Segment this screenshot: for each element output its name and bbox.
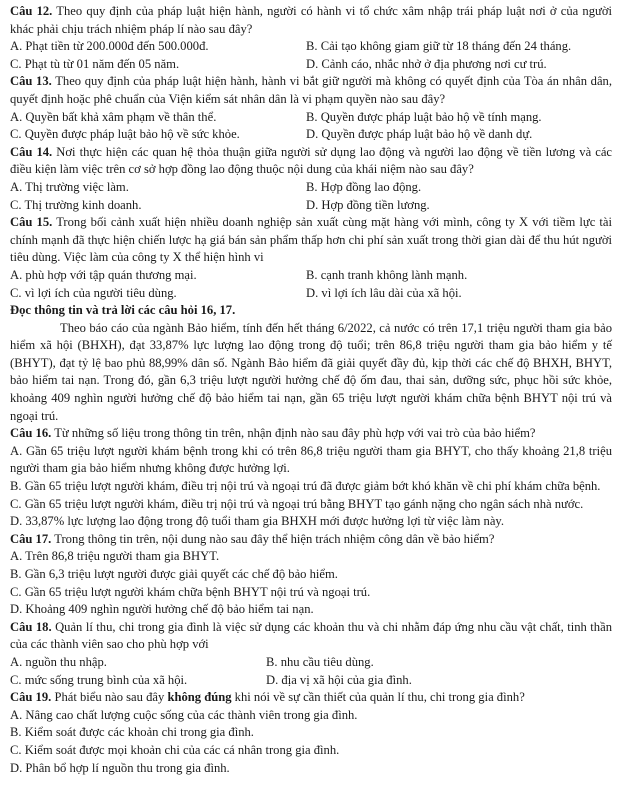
option-a: A. Nâng cao chất lượng cuộc sống của các thành viên trong gia đình. (10, 707, 358, 722)
option-c: C. Thị trường kinh doanh. (10, 197, 142, 212)
question-number: Câu 18. (10, 619, 52, 634)
options (10, 38, 612, 73)
option-d: D. Hợp đồng tiền lương. (306, 197, 430, 212)
option-d: D. Cảnh cáo, nhắc nhở ở địa phương nơi cư trú. (306, 56, 547, 71)
option-b: B. nhu cầu tiêu dùng. (266, 654, 374, 669)
option-c: C. Gần 65 triệu lượt người khám chữa bệnh BHYT nội trú và ngoại trú. (10, 584, 371, 599)
option-c: C. Quyền được pháp luật bảo hộ về sức khỏe. (10, 127, 240, 142)
question-text: Từ những số liệu trong thông tin trên, nhận định nào sau đây phù hợp với vai trò của bảo hiểm? (54, 426, 536, 441)
option-a: A. Gần 65 triệu lượt người khám bệnh trong khi có trên 86,8 triệu người tham gia BHYT, cho thấy khoảng 21,8 triệu người tham gia bảo hiểm nhưng không được hưởng lợi. (10, 443, 612, 476)
option-b: B. Cải tạo không giam giữ từ 18 tháng đến 24 tháng. (306, 39, 572, 54)
question-emphasis: không đúng (167, 690, 232, 705)
option-d: D. Phân bổ hợp lí nguồn thu trong gia đình. (10, 760, 230, 775)
options (10, 707, 612, 777)
option-a: A. Phạt tiền từ 200.000đ đến 500.000đ. (10, 39, 209, 54)
option-d: D. Khoảng 409 nghìn người hưởng chế độ bảo hiểm tai nạn. (10, 602, 314, 617)
option-c: C. Gần 65 triệu lượt người khám, điều trị nội trú và ngoại trú bằng BHYT tạo gánh nặng cho ngân sách nhà nước. (10, 496, 584, 511)
question-17 (10, 531, 612, 619)
question-text: Nơi thực hiện các quan hệ thỏa thuận giữa người sử dụng lao động và người lao động về tiền lương và các điều kiện làm việc trên cơ sở hợp đồng lao động thuộc nội dung của khái niệm nào sau đây? (10, 144, 613, 177)
question-16-stem (10, 425, 612, 443)
option-d: D. 33,87% lực lượng lao động trong độ tuổi tham gia BHXH mới được hưởng lợi từ việc làm này. (10, 514, 505, 529)
question-12-stem (10, 3, 612, 38)
options (10, 548, 612, 618)
question-15-stem (10, 214, 612, 267)
question-17-stem (10, 531, 612, 549)
options (10, 179, 612, 214)
question-number: Câu 12. (10, 4, 53, 18)
question-13 (10, 73, 612, 143)
question-18-stem (10, 619, 612, 654)
option-b: B. Gần 6,3 triệu lượt người được giải quyết các chế độ bảo hiểm. (10, 567, 338, 581)
question-number: Câu 15. (10, 215, 53, 230)
option-d: D. địa vị xã hội của gia đình. (266, 672, 412, 687)
question-text: Theo quy định của pháp luật hiện hành, người có hành vi tổ chức xâm nhập trái pháp luật nơi ở của người khác phải chịu trách nhiệm pháp lí nào sau đây? (10, 4, 612, 36)
option-b: B. Gần 65 triệu lượt người khám, điều trị nội trú và ngoại trú đã được giảm bớt khó khăn về chi phí khám chữa bệnh. (10, 479, 601, 494)
question-12 (10, 3, 612, 73)
option-b: B. Kiểm soát được các khoản chi trong gia đình. (10, 725, 254, 740)
question-14 (10, 144, 612, 214)
question-18 (10, 619, 612, 689)
option-a: A. Thị trường việc làm. (10, 179, 129, 194)
question-number: Câu 17. (10, 531, 52, 546)
options (10, 654, 612, 689)
question-14-stem (10, 144, 612, 179)
question-number: Câu 16. (10, 426, 52, 441)
question-text: Trong bối cảnh xuất hiện nhiều doanh nghiệp sản xuất cùng mặt hàng với mình, công ty X với tiềm lực tài chính mạnh đã thực hiện chiến lược hạ giá bán sản phẩm thấp hơn chi phí sản xuất trong thời gian dài để thu hút người tiêu dùng. Việc làm của công ty X thể hiện hình vi (10, 215, 613, 265)
option-a: A. Quyền bất khả xâm phạm về thân thể. (10, 109, 217, 124)
options (10, 109, 612, 144)
options (10, 267, 612, 302)
question-text-before: Phát biểu nào sau đây (54, 690, 165, 705)
question-text: Quản lí thu, chi trong gia đình là việc sử dụng các khoản thu và chi nhằm đáp ứng nhu cầu vật chất, tinh thần của các thành viên sao cho phù hợp với (10, 619, 612, 652)
question-number: Câu 13. (10, 74, 52, 89)
question-number: Câu 19. (10, 690, 52, 705)
option-b: B. cạnh tranh không lành mạnh. (306, 267, 468, 282)
question-16 (10, 425, 612, 531)
question-19-stem (10, 689, 612, 707)
option-d: D. Quyền được pháp luật bảo hộ về danh dự. (306, 127, 533, 142)
option-a: A. nguồn thu nhập. (10, 654, 107, 669)
section-heading: Đọc thông tin và trả lời các câu hỏi 16, 17. (10, 303, 236, 318)
question-text-after: khi nói về sự cần thiết của quản lí thu, chi trong gia đình? (234, 690, 525, 705)
option-b: B. Quyền được pháp luật bảo hộ về tính mạng. (306, 109, 542, 124)
option-c: C. Kiểm soát được mọi khoản chi của các cá nhân trong gia đình. (10, 742, 340, 757)
option-a: A. Trên 86,8 triệu người tham gia BHYT. (10, 549, 220, 564)
question-13-stem (10, 73, 612, 108)
option-d: D. vì lợi ích lâu dài của xã hội. (306, 285, 462, 300)
reading-passage: Theo báo cáo của ngành Bảo hiểm, tính đến hết tháng 6/2022, cả nước có trên 17,1 triệu người tham gia bảo hiểm xã hội (BHXH), đạt 33,87% lực lượng lao động trong độ tuổi; trên 86,8 triệu người tham gia bảo hiểm y tế (BHYT), đạt tỷ lệ bao phủ 88,99% dân số. Ngành Bảo hiểm đã giải quyết đầy đủ, kịp thời các chế độ BHXH, BHYT, bảo hiểm tai nạn. Trong đó, gần 6,3 triệu lượt người hưởng chế độ ốm đau, thai sản, dưỡng sức, phục hồi sức khỏe, khoảng 409 nghìn người hưởng chế độ bảo hiểm tai nạn, gần 65 triệu lượt người khám chữa bệnh BHYT nội trú và ngoại trú. (10, 320, 612, 423)
exam-page (10, 0, 612, 777)
option-a: A. phù hợp với tập quán thương mại. (10, 267, 197, 282)
question-15 (10, 214, 612, 302)
option-c: C. mức sống trung bình của xã hội. (10, 672, 188, 687)
question-text: Theo quy định của pháp luật hiện hành, hành vi bắt giữ người mà không có quyết định của Tòa án nhân dân, quyết định hoặc phê chuẩn của Viện kiểm sát nhân dân là vi phạm quyền nào sau đây? (10, 74, 613, 106)
option-c: C. vì lợi ích của người tiêu dùng. (10, 285, 177, 300)
option-b: B. Hợp đồng lao động. (306, 179, 422, 194)
option-c: C. Phạt tù từ 01 năm đến 05 năm. (10, 56, 180, 71)
question-text: Trong thông tin trên, nội dung nào sau đây thể hiện trách nhiệm công dân về bảo hiểm? (54, 531, 495, 546)
question-number: Câu 14. (10, 144, 53, 159)
question-19 (10, 689, 612, 777)
